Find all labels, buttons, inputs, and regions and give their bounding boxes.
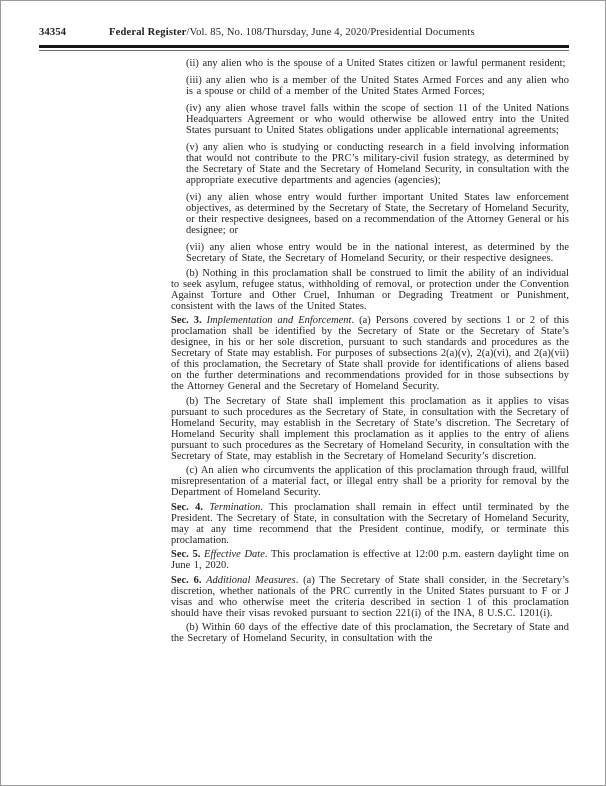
paragraph — [171, 622, 569, 644]
paragraph — [171, 396, 569, 462]
text-run: . This proclamation is effective at 12:00 p.m. eastern daylight time on June 1, 2020. — [171, 549, 569, 571]
issue-info: /Vol. 85, No. 108/Thursday, June 4, 2020/Presidential Documents — [186, 27, 475, 38]
paragraph — [171, 549, 569, 571]
text-run: . (a) Persons covered by sections 1 or 2 of this proclamation shall be identified by the Secretary of State or the Secretary of State’s designee, in his or her sole discretion, pursuant to such standards and procedures as the Secretary of State may establish. For purposes of subsections 2(a)(v), 2(a)(vi), and 2(a)(vii) of this proclamation, the Secretary of State shall provide for identifications of aliens based on the further determinations and recommendations provided for in those subsections by the Attorney General and the Secretary of Homeland Security. — [171, 315, 569, 392]
paragraph — [171, 268, 569, 312]
page-number: 34354 — [39, 27, 67, 38]
text-run: Effective Date — [200, 549, 265, 560]
text-run: (iii) any alien who is a member of the United States Armed Forces and any alien who is a spouse or child of a member of the United States Armed Forces; — [186, 75, 569, 97]
document-body — [171, 52, 569, 644]
text-run: (v) any alien who is studying or conducting research in a field involving information that would not contribute to the PRC’s military-civil fusion strategy, as determined by the Secretary of State and the Secretary of Homeland Security, in consultation with the appropriate executive departments and agencies (agencies); — [186, 142, 569, 186]
paragraph — [171, 315, 569, 392]
text-run: (b) Within 60 days of the effective date of this proclamation, the Secretary of State and the Secretary of Homeland Security, in consultation with the — [171, 622, 569, 644]
paragraph — [171, 502, 569, 546]
text-run: (c) An alien who circumvents the application of this proclamation through fraud, willful misrepresentation of a material fact, or illegal entry shall be a priority for removal by the Department of Homeland Security. — [171, 465, 569, 498]
text-run: (b) Nothing in this proclamation shall be construed to limit the ability of an individual to seek asylum, refugee status, withholding of removal, or protection under the Convention Against Torture and Other Cruel, Inhuman or Degrading Treatment or Punishment, consistent with the laws of the United States. — [171, 267, 569, 312]
text-run: Implementation and Enforcement — [201, 315, 352, 326]
text-run: Additional Measures — [201, 574, 296, 586]
text-run: (iv) any alien whose travel falls within the scope of section 11 of the United Nations Headquarters Agreement or who would otherwise be allowed entry into the United States pursuant to United States obligations under applicable international agreements; — [186, 103, 569, 136]
paragraph — [186, 103, 569, 136]
paragraph — [186, 242, 569, 264]
text-run: Sec. 5. — [171, 549, 201, 560]
paragraph — [186, 75, 569, 97]
paragraph — [186, 58, 569, 69]
paragraph — [186, 192, 569, 236]
journal-name: Federal Register — [109, 27, 187, 38]
text-run: Sec. 3. — [171, 315, 202, 326]
header-rule — [39, 45, 569, 51]
header-rule-thin — [39, 50, 569, 51]
paragraph — [171, 575, 569, 619]
text-run: (ii) any alien who is the spouse of a United States citizen or lawful permanent resident; — [186, 58, 566, 69]
paragraph — [186, 142, 569, 186]
paragraph — [171, 465, 569, 498]
text-run: . This proclamation shall remain in effect until terminated by the President. The Secretary of State, in consultation with the Secretary of Homeland Security, may at any time recommend that the President continue, modify, or terminate this proclamation. — [171, 501, 569, 546]
text-run: (vi) any alien whose entry would further important United States law enforcement objectives, as determined by the Secretary of State, the Secretary of Homeland Security, or their respective designees, based on a recommendation of the Attorney General or his designee; or — [186, 192, 569, 236]
text-run: Termination — [203, 501, 261, 513]
text-run: Sec. 6. — [171, 574, 202, 586]
running-header — [39, 27, 569, 39]
text-run: . (a) The Secretary of State shall consider, in the Secretary’s discretion, whether nationals of the PRC currently in the United States pursuant to F or J visas and who otherwise meet the criteria described in section 1 of this proclamation should have their visas revoked pursuant to section 221(i) of the INA, 8 U.S.C. 1201(i). — [171, 574, 570, 619]
text-run: Sec. 4. — [171, 501, 204, 513]
text-run: (vii) any alien whose entry would be in the national interest, as determined by the Secretary of State, the Secretary of Homeland Security, or their respective designees. — [186, 242, 569, 264]
text-run: (b) The Secretary of State shall implement this proclamation as it applies to visas pursuant to such procedures as the Secretary of State, in consultation with the Secretary of Homeland Security, may establish in the Secretary of State’s discretion. The Secretary of Homeland Security shall implement this proclamation as it applies to the entry of aliens pursuant to such procedures as the Secretary of Homeland Security, in consultation with the Secretary of State, may establish in the Secretary of Homeland Security’s discretion. — [171, 395, 569, 462]
